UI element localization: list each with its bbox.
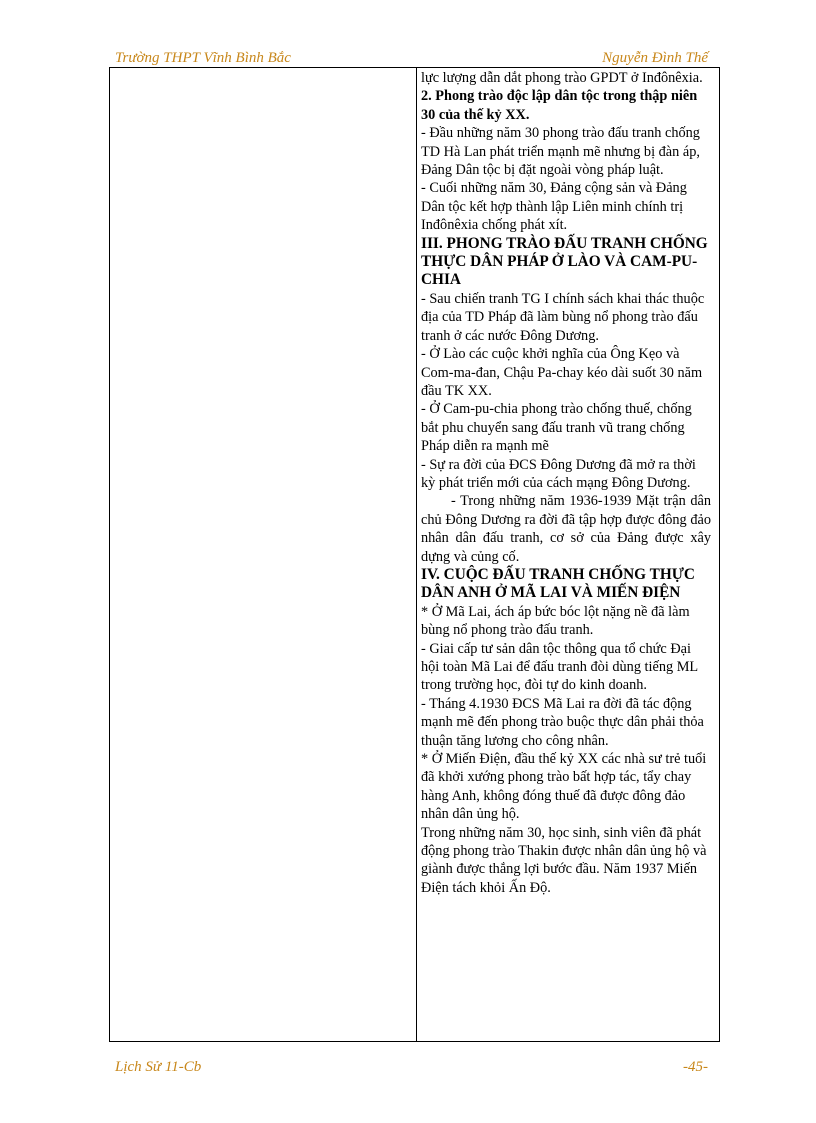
paragraph: - Tháng 4.1930 ĐCS Mã Lai ra đời đã tác động mạnh mẽ đến phong trào buộc thực dân phải thỏa thuận tăng lương cho công nhân. [421,695,704,749]
paragraph: Trong những năm 30, học sinh, sinh viên đã phát động phong trào Thakin được nhân dân ủng hộ và giành được thắng lợi bước đầu. Năm 1937 Miến Điện tách khỏi Ấn Độ. [421,824,707,896]
header-author: Nguyễn Đình Thế [602,50,708,66]
paragraph: - Sau chiến tranh TG I chính sách khai thác thuộc địa của TD Pháp đã làm bùng nổ phong trào đấu tranh ở các nước Đông Dương. [421,290,705,344]
paragraph: - Cuối những năm 30, Đảng cộng sản và Đảng Dân tộc kết hợp thành lập Liên minh chính trị Inđônêxia chống phát xít. [421,180,687,234]
paragraph: - Sự ra đời của ĐCS Đông Dương đã mở ra thời kỳ phát triển mới của cách mạng Đông Dương. [421,456,696,491]
header-school: Trường THPT Vĩnh Bình Bắc [115,50,291,66]
chapter-heading: III. PHONG TRÀO ĐẤU TRANH CHỐNG THỰC DÂN PHÁP Ở LÀO VÀ CAM-PU-CHIA [421,234,708,289]
paragraph: - Trong những năm 1936-1939 Mặt trận dân chủ Đông Dương ra đời đã tập hợp được đông đảo nhân dân đấu tranh, cơ sở của Đảng được xây dựng và củng cố. [421,493,711,565]
right-column [421,69,711,897]
paragraph: - Ở Lào các cuộc khởi nghĩa của Ông Kẹo và Com-ma-đan, Chậu Pa-chay kéo dài suốt 30 năm đầu TK XX. [421,346,703,399]
section-heading: 2. Phong trào độc lập dân tộc trong thập niên 30 của thế kỷ XX. [421,88,698,123]
column-divider [416,68,417,1041]
footer-subject: Lịch Sử 11-Cb [115,1059,202,1075]
page-number: -45- [683,1059,708,1075]
chapter-heading: IV. CUỘC ĐẤU TRANH CHỐNG THỰC DÂN ANH Ở MÃ LAI VÀ MIẾN ĐIỆN [421,565,695,602]
paragraph: - Giai cấp tư sản dân tộc thông qua tổ chức Đại hội toàn Mã Lai để đấu tranh đòi dùng tiếng ML trong trường học, đòi tự do kinh doanh. [421,640,698,694]
paragraph: - Ở Cam-pu-chia phong trào chống thuế, chống bắt phu chuyển sang đấu tranh vũ trang chống Pháp diễn ra mạnh mẽ [421,401,692,455]
content-table [109,67,720,1042]
left-column [110,68,416,1041]
paragraph: - Đầu những năm 30 phong trào đấu tranh chống TD Hà Lan phát triển mạnh mẽ nhưng bị đàn áp, Đảng Dân tộc bị đặt ngoài vòng pháp luật. [421,125,700,179]
paragraph: lực lượng dẫn dắt phong trào GPDT ở Inđônêxia. [421,70,703,86]
paragraph: * Ở Mã Lai, ách áp bức bóc lột nặng nề đã làm bùng nổ phong trào đấu tranh. [421,603,690,639]
paragraph: * Ở Miến Điện, đầu thế kỷ XX các nhà sư trẻ tuổi đã khởi xướng phong trào bất hợp tác, tẩy chay hàng Anh, không đóng thuế đã được đông đảo nhân dân ủng hộ. [421,751,707,823]
